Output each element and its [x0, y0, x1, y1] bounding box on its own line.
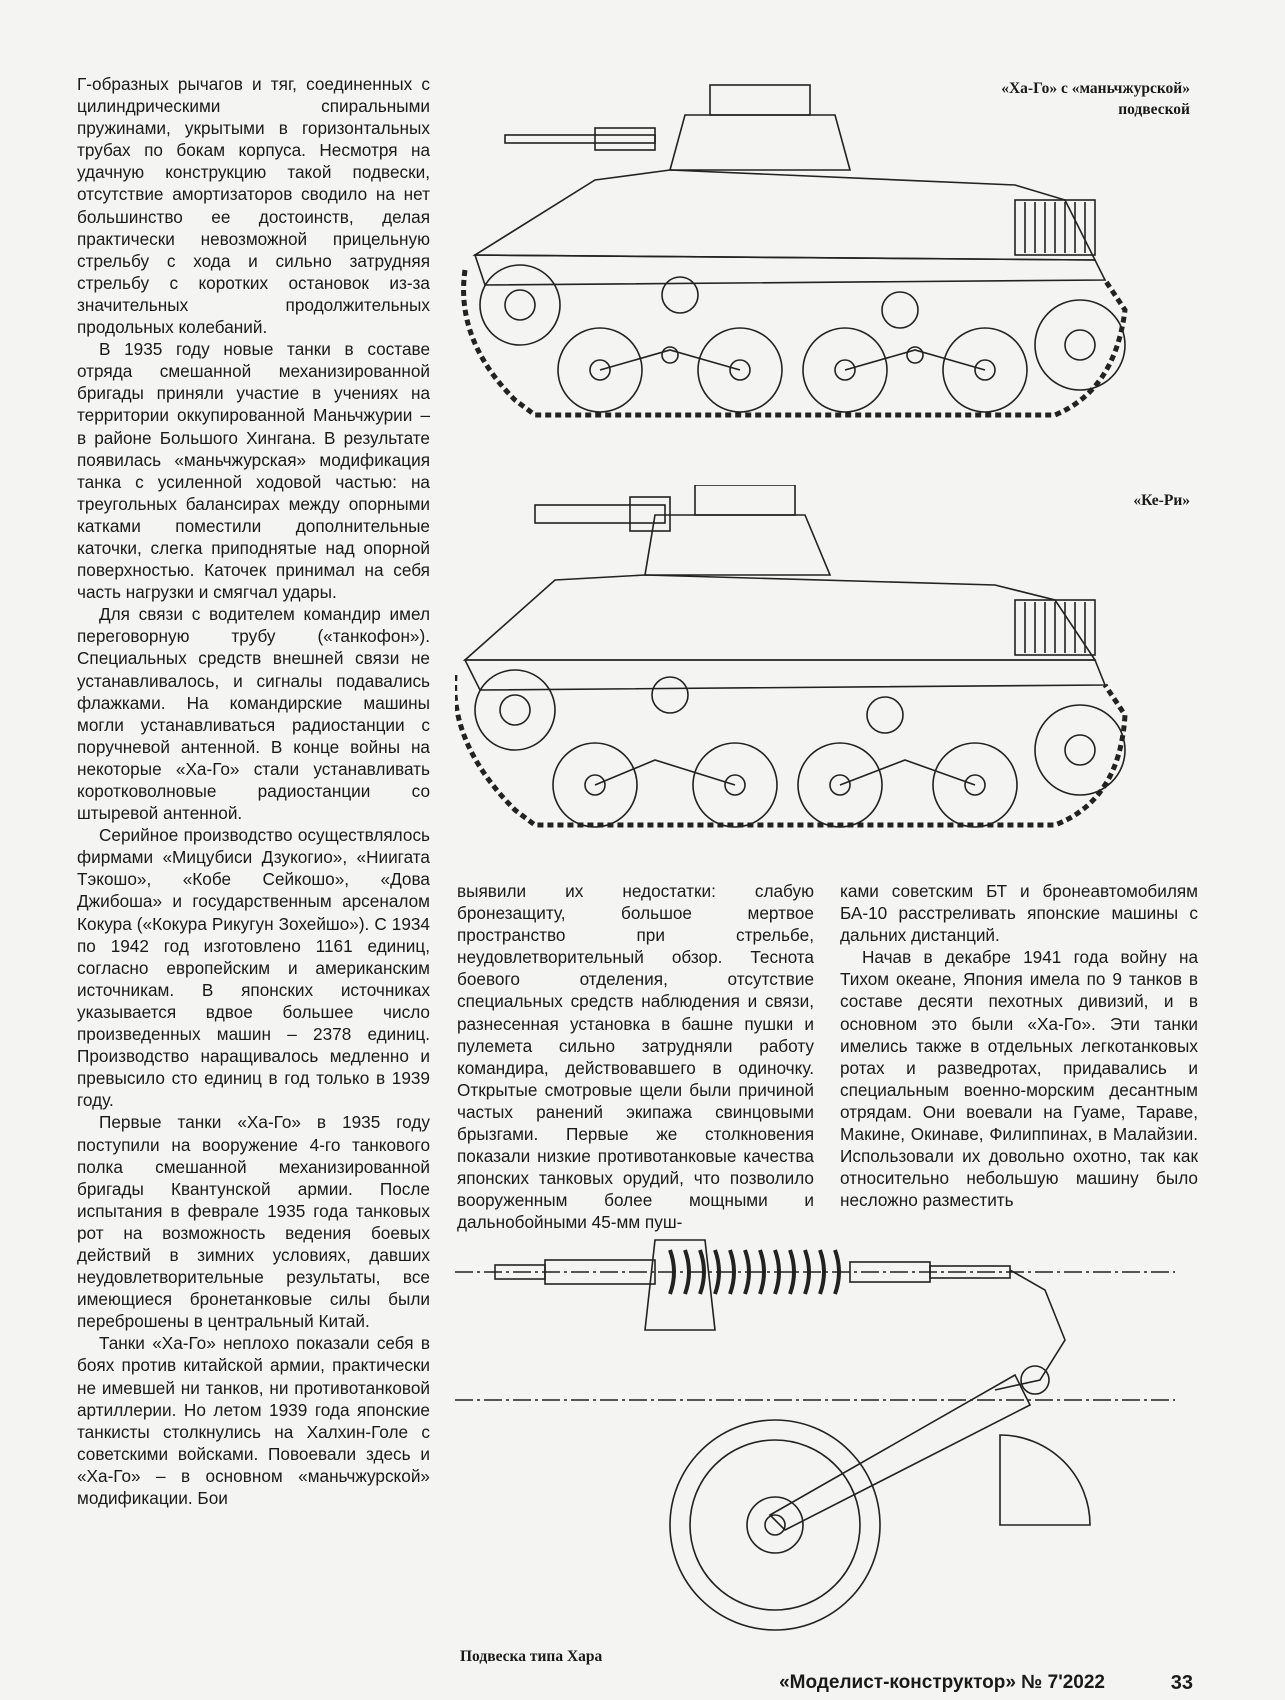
magazine-title: «Моделист-конструктор» № 7'2022 [779, 1672, 1105, 1693]
right-text-column [840, 880, 1198, 1211]
paragraph: ками советским БТ и бронеавтомобилям БА-10 расстреливать японские машины с дальних дистанций. [840, 881, 1198, 946]
caption-keri: «Ке-Ри» [1133, 492, 1190, 509]
paragraph: Танки «Ха-Го» неплохо показали себя в боях против китайской армии, практически не имевшей ни танков, ни противотанковой артиллерии. Но летом 1939 года японские танкисты столкнулись на Халхин-Голе с советскими войсками. Повоевали здесь и «Ха-Го» – в основном «маньчжурской» модификации. Бои [77, 1333, 430, 1508]
left-text-column [77, 73, 430, 1509]
paragraph: выявили их недостатки: слабую бронезащиту, большое мертвое пространство при стрельбе, неудовлетворительный обзор. Теснота боевого отделения, отсутствие специальных средств наблюдения и связи, разнесенная установка в башне пушки и пулемета сильно затрудняли работу командира, действовавшего в одиночку. Открытые смотровые щели были причиной частых ранений экипажа свинцовыми брызгами. Первые же столкновения показали низкие противотанковые качества японских танковых орудий, что позволило вооруженным более мощными и дальнобойными 45-мм пуш- [457, 881, 814, 1233]
suspension-drawing [455, 1230, 1175, 1640]
paragraph: Начав в декабре 1941 года войну на Тихом океане, Япония имела по 9 танков в составе десяти пехотных дивизий, и в основном это были «Ха-Го». Эти танки имелись также в отдельных легкотанковых ротах и разведротах, придавались и специальным военно-морским десантным отрядам. Они воевали на Гуаме, Тараве, Макине, Окинаве, Филиппинах, в Малайзии. Использовали их довольно охотно, так как относительно небольшую машину было несложно разместить [840, 947, 1198, 1211]
paragraph: Серийное производство осуществлялось фирмами «Мицубиси Дзукогио», «Ниигата Тэкошо», «Кобе Сейкошо», «Дова Джибоша» и государственным арсеналом Кокура («Кокура Рикугун Зохейшо»). С 1934 по 1942 год изготовлено 1161 единиц, согласно европейским и американским источникам. В японских источниках указывается вдвое большее число произведенных машин – 2378 единиц. Производство наращивалось медленно и превысило сто единиц в год только в 1939 году. [77, 825, 430, 1111]
paragraph: Для связи с водителем командир имел переговорную трубу («танкофон»). Специальных средств внешней связи не устанавливалось, и сигналы подавались флажками. На командирские машины могли устанавливаться радиостанции с поручневой антенной. В конце войны на некоторые «Ха-Го» стали устанавливать коротковолновые радиостанции со штыревой антенной. [77, 604, 430, 824]
caption-suspension: Подвеска типа Хара [460, 1648, 603, 1665]
caption-hago: «Ха-Го» с «маньчжурской» подвеской [1001, 80, 1190, 118]
paragraph: Первые танки «Ха-Го» в 1935 году поступили на вооружение 4-го танкового полка смешанной механизированной бригады Квантунской армии. После испытания в феврале 1935 года танковых рот на возможность ведения боевых действий в зимних условиях, давших неудовлетворительные результаты, все имеющиеся бронетанковые силы были переброшены в центральный Китай. [77, 1112, 430, 1332]
middle-text-column [457, 880, 814, 1234]
paragraph: Г-образных рычагов и тяг, соединенных с цилиндрическими спиральными пружинами, укрытыми в горизонтальных трубах по бокам корпуса. Несмотря на удачную конструкцию такой подвески, отсутствие амортизаторов сводило на нет большинство ее достоинств, делая практически невозможной прицельную стрельбу с хода и сильно затрудняя стрельбу с коротких остановок из-за значительных продолжительных продольных колебаний. [77, 74, 430, 338]
hago-tank-drawing [455, 80, 1175, 450]
paragraph: В 1935 году новые танки в составе отряда смешанной механизированной бригады приняли участие в учениях на территории оккупированной Маньчжурии – в районе Большого Хингана. В результате появилась «маньчжурская» модификация танка с усиленной ходовой частью: на треугольных балансирах между опорными катками поместили дополнительные каточки, слегка приподнятые над опорной поверхностью. Каточек принимал на себя часть нагрузки и смягчал удары. [77, 339, 430, 603]
keri-tank-drawing [455, 485, 1175, 865]
page-number: 33 [1170, 1672, 1193, 1694]
